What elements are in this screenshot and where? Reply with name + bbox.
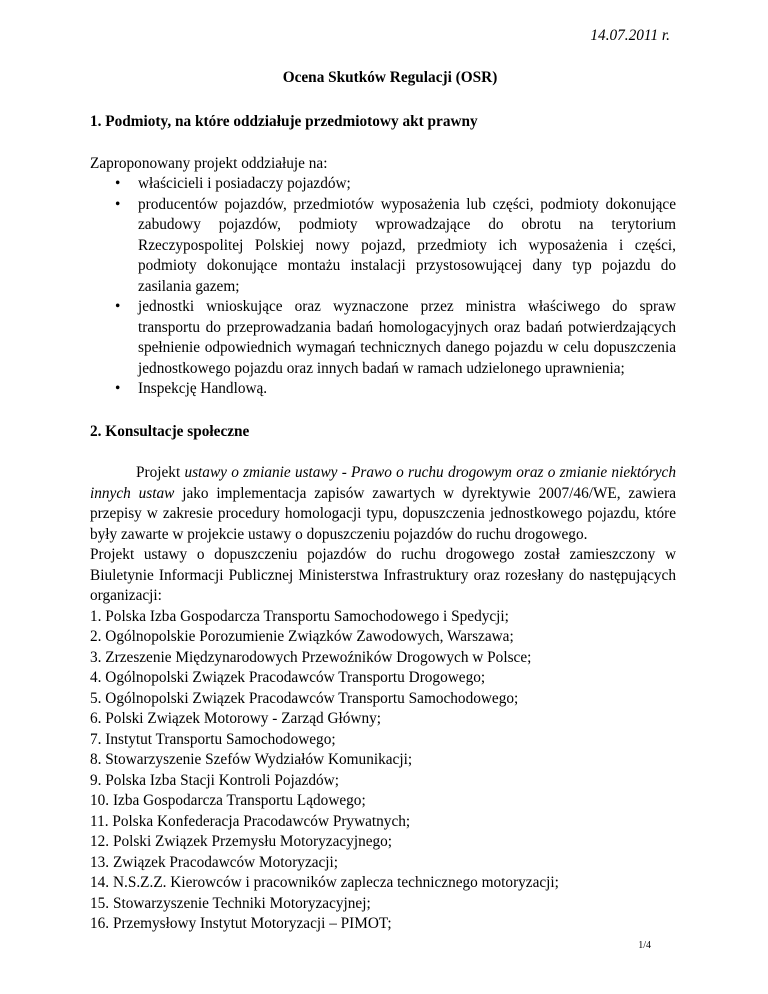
organization-item: 10. Izba Gospodarcza Transportu Lądowego;	[90, 792, 366, 809]
section-1-heading: 1. Podmioty, na które oddziałuje przedmiotowy akt prawny	[90, 113, 478, 130]
section-2	[90, 422, 676, 935]
page-number: 1/4	[638, 940, 651, 951]
organization-item: 2. Ogólnopolskie Porozumienie Związków Zawodowych, Warszawa;	[90, 628, 514, 645]
organization-item: 5. Ogólnopolski Związek Pracodawców Transportu Samochodowego;	[90, 689, 519, 707]
bullet-item: • Inspekcję Handlową.	[90, 379, 676, 400]
para1-italic-title: ustawy o zmianie ustawy - Prawo o ruchu drogowym oraz o zmianie niektórych innych ustaw	[90, 464, 676, 502]
organization-item: 9. Polska Izba Stacji Kontroli Pojazdów;	[90, 771, 339, 789]
organization-item: 8. Stowarzyszenie Szefów Wydziałów Komunikacji;	[90, 751, 413, 768]
document-title: Ocena Skutków Regulacji (OSR)	[282, 69, 498, 86]
section-1-intro: Zaproponowany projekt oddziałuje na:	[90, 154, 328, 172]
organization-item: 1. Polska Izba Gospodarcza Transportu Samochodowego i Spedycji;	[90, 607, 509, 625]
organization-item: 3. Zrzeszenie Międzynarodowych Przewoźników Drogowych w Polsce;	[90, 648, 532, 666]
organizations-list	[90, 607, 676, 935]
organization-item: 13. Związek Pracodawców Motoryzacji;	[90, 853, 339, 871]
bullet-item: • właścicieli i posiadaczy pojazdów;	[90, 174, 676, 195]
document-date: 14.07.2011 r.	[590, 27, 670, 44]
organization-item: 7. Instytut Transportu Samochodowego;	[90, 730, 336, 748]
organization-item: 6. Polski Związek Motorowy - Zarząd Główny;	[90, 710, 382, 727]
document-body	[90, 112, 676, 935]
organization-item: 16. Przemysłowy Instytut Motoryzacji – PIMOT;	[90, 915, 392, 932]
section-1	[90, 112, 676, 400]
organization-item: 12. Polski Związek Przemysłu Motoryzacyjnego;	[90, 833, 393, 850]
para1-rest: jako implementacja zapisów zawartych w dyrektywie 2007/46/WE, zawiera przepisy w zakresie procedury homologacji typu, dopuszczenia jednostkowego pojazdu, które były zawarte w projekcie ustawy o dopuszczeniu pojazdów do ruchu drogowego.	[90, 484, 676, 543]
organization-item: 15. Stowarzyszenie Techniki Motoryzacyjnej;	[90, 894, 371, 912]
organization-item: 4. Ogólnopolski Związek Pracodawców Transportu Drogowego;	[90, 669, 486, 686]
organization-item: 14. N.S.Z.Z. Kierowców i pracowników zaplecza technicznego motoryzacji;	[90, 874, 559, 891]
section-2-paragraph-2: Projekt ustawy o dopuszczeniu pojazdów do ruchu drogowego został zamieszczony w Biuletynie Informacji Publicznej Ministerstwa Infrastruktury oraz rozesłany do następujących organizacji:	[90, 546, 676, 604]
bullet-item: • producentów pojazdów, przedmiotów wyposażenia lub części, podmioty dokonujące zabudowy pojazdów, podmioty wprowadzające do obrotu na terytorium Rzeczypospolitej Polskiej nowy pojazd, przedmioty ich wyposażenia i części, podmioty dokonujące montażu instalacji przystosowującej dany typ pojazdu do zasilania gazem;	[90, 195, 676, 298]
section-2-heading: 2. Konsultacje społeczne	[90, 422, 250, 440]
section-2-paragraph-1	[90, 463, 676, 545]
para1-start: Projekt	[136, 464, 185, 481]
organization-item: 11. Polska Konfederacja Pracodawców Prywatnych;	[90, 812, 411, 830]
bullet-item: • jednostki wnioskujące oraz wyznaczone przez ministra właściwego do spraw transportu do przeprowadzania badań homologacyjnych oraz badań potwierdzających spełnienie odpowiednich wymagań technicznych danego pojazdu w celu dopuszczenia jednostkowego pojazdu oraz innych badań w ramach udzielonego uprawnienia;	[90, 297, 676, 379]
section-1-bullet-list	[90, 174, 676, 400]
